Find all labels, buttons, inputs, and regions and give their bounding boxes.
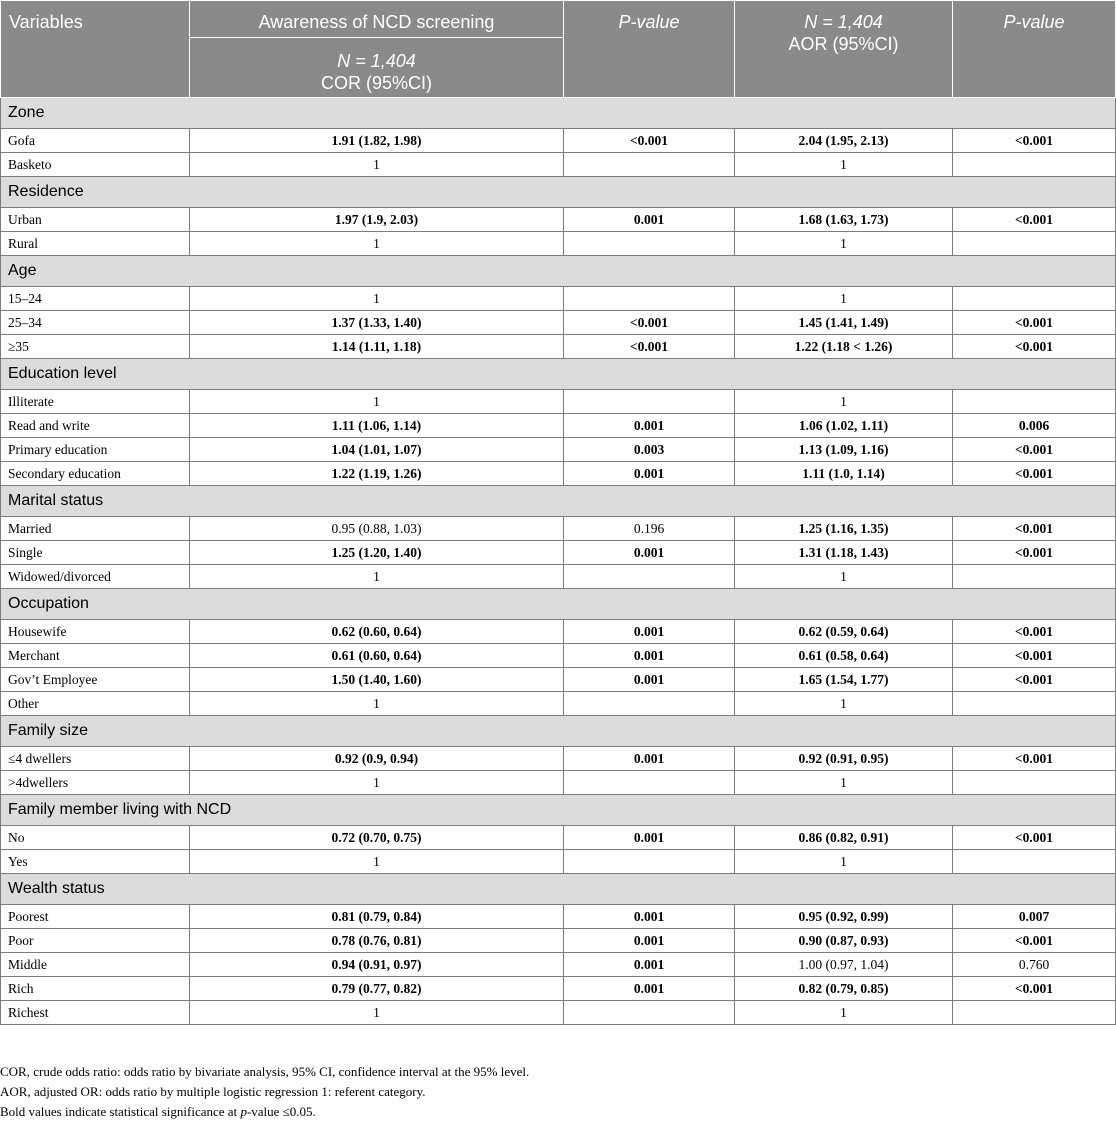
- table-row: [1, 287, 1116, 311]
- row-label: Middle: [1, 953, 190, 977]
- header-aor-n: N = 1,404: [804, 12, 883, 32]
- pvalue-aor: <0.001: [953, 462, 1116, 486]
- aor-value: 1: [735, 153, 953, 177]
- pvalue-cor: <0.001: [564, 129, 735, 153]
- pvalue-aor: <0.001: [953, 977, 1116, 1001]
- footnote-bold: [0, 1102, 1110, 1122]
- row-label: Housewife: [1, 620, 190, 644]
- section-title: Family member living with NCD: [1, 795, 1116, 826]
- cor-value: 1: [190, 565, 564, 589]
- cor-value: 1.97 (1.9, 2.03): [190, 208, 564, 232]
- header-pvalue-cor-text: P-value: [618, 12, 680, 32]
- pvalue-aor: <0.001: [953, 541, 1116, 565]
- pvalue-cor: <0.001: [564, 311, 735, 335]
- pvalue-cor: 0.001: [564, 541, 735, 565]
- row-label: Single: [1, 541, 190, 565]
- aor-value: 1: [735, 771, 953, 795]
- row-label: Widowed/divorced: [1, 565, 190, 589]
- pvalue-cor: 0.001: [564, 905, 735, 929]
- section-title: Residence: [1, 177, 1116, 208]
- pvalue-aor: <0.001: [953, 620, 1116, 644]
- cor-value: 1.04 (1.01, 1.07): [190, 438, 564, 462]
- table-row: [1, 208, 1116, 232]
- aor-value: 1.68 (1.63, 1.73): [735, 208, 953, 232]
- row-label: Richest: [1, 1001, 190, 1025]
- cor-value: 1: [190, 390, 564, 414]
- footnote-bold-before: Bold values indicate statistical significance at: [0, 1104, 241, 1119]
- aor-value: 0.92 (0.91, 0.95): [735, 747, 953, 771]
- table-row: [1, 517, 1116, 541]
- table-row: [1, 390, 1116, 414]
- pvalue-cor: 0.001: [564, 208, 735, 232]
- aor-value: 1.31 (1.18, 1.43): [735, 541, 953, 565]
- section-row: [1, 359, 1116, 390]
- pvalue-aor: [953, 850, 1116, 874]
- pvalue-cor: 0.001: [564, 668, 735, 692]
- pvalue-aor: 0.760: [953, 953, 1116, 977]
- pvalue-aor: 0.007: [953, 905, 1116, 929]
- cor-value: 0.78 (0.76, 0.81): [190, 929, 564, 953]
- cor-value: 0.61 (0.60, 0.64): [190, 644, 564, 668]
- row-label: Illiterate: [1, 390, 190, 414]
- aor-value: 0.61 (0.58, 0.64): [735, 644, 953, 668]
- pvalue-aor: [953, 287, 1116, 311]
- pvalue-aor: <0.001: [953, 826, 1116, 850]
- pvalue-aor: <0.001: [953, 517, 1116, 541]
- aor-value: 1.65 (1.54, 1.77): [735, 668, 953, 692]
- table-header: [1, 1, 1116, 98]
- aor-value: 1.22 (1.18 < 1.26): [735, 335, 953, 359]
- cor-value: 1: [190, 771, 564, 795]
- table-row: [1, 905, 1116, 929]
- table-row: [1, 644, 1116, 668]
- cor-value: 1.91 (1.82, 1.98): [190, 129, 564, 153]
- aor-value: 0.62 (0.59, 0.64): [735, 620, 953, 644]
- pvalue-cor: [564, 232, 735, 256]
- aor-value: 1: [735, 390, 953, 414]
- table-row: [1, 826, 1116, 850]
- row-label: Rich: [1, 977, 190, 1001]
- pvalue-aor: <0.001: [953, 438, 1116, 462]
- table-row: [1, 850, 1116, 874]
- cor-value: 1.14 (1.11, 1.18): [190, 335, 564, 359]
- pvalue-cor: [564, 390, 735, 414]
- pvalue-cor: [564, 565, 735, 589]
- aor-value: 1.11 (1.0, 1.14): [735, 462, 953, 486]
- cor-value: 1.11 (1.06, 1.14): [190, 414, 564, 438]
- aor-value: 1: [735, 850, 953, 874]
- pvalue-cor: [564, 850, 735, 874]
- row-label: Yes: [1, 850, 190, 874]
- section-row: [1, 589, 1116, 620]
- aor-value: 1.06 (1.02, 1.11): [735, 414, 953, 438]
- table-row: [1, 668, 1116, 692]
- pvalue-aor: [953, 771, 1116, 795]
- footnote-bold-after: -value ≤0.05.: [246, 1104, 316, 1119]
- header-aor-label: AOR (95%CI): [788, 34, 899, 54]
- header-cor: [190, 38, 564, 98]
- table-row: [1, 565, 1116, 589]
- section-title: Zone: [1, 98, 1116, 129]
- section-title: Family size: [1, 716, 1116, 747]
- row-label: >4dwellers: [1, 771, 190, 795]
- row-label: Married: [1, 517, 190, 541]
- pvalue-cor: [564, 153, 735, 177]
- pvalue-aor: <0.001: [953, 668, 1116, 692]
- cor-value: 1: [190, 232, 564, 256]
- aor-value: 1.13 (1.09, 1.16): [735, 438, 953, 462]
- pvalue-aor: <0.001: [953, 129, 1116, 153]
- cor-value: 0.92 (0.9, 0.94): [190, 747, 564, 771]
- cor-value: 0.95 (0.88, 1.03): [190, 517, 564, 541]
- table-body: [1, 98, 1116, 1025]
- table-row: [1, 414, 1116, 438]
- cor-value: 0.62 (0.60, 0.64): [190, 620, 564, 644]
- row-label: Urban: [1, 208, 190, 232]
- aor-value: 1: [735, 287, 953, 311]
- section-title: Wealth status: [1, 874, 1116, 905]
- table-row: [1, 438, 1116, 462]
- pvalue-cor: 0.003: [564, 438, 735, 462]
- section-row: [1, 716, 1116, 747]
- pvalue-aor: <0.001: [953, 747, 1116, 771]
- aor-value: 1: [735, 1001, 953, 1025]
- header-cor-label: COR (95%CI): [320, 73, 432, 93]
- cor-value: 0.72 (0.70, 0.75): [190, 826, 564, 850]
- pvalue-cor: 0.196: [564, 517, 735, 541]
- aor-value: 0.86 (0.82, 0.91): [735, 826, 953, 850]
- cor-value: 1: [190, 153, 564, 177]
- pvalue-cor: 0.001: [564, 462, 735, 486]
- row-label: 25–34: [1, 311, 190, 335]
- row-label: Secondary education: [1, 462, 190, 486]
- section-row: [1, 256, 1116, 287]
- pvalue-cor: [564, 1001, 735, 1025]
- aor-value: 0.82 (0.79, 0.85): [735, 977, 953, 1001]
- pvalue-cor: 0.001: [564, 977, 735, 1001]
- table-row: [1, 129, 1116, 153]
- section-row: [1, 177, 1116, 208]
- cor-value: 0.81 (0.79, 0.84): [190, 905, 564, 929]
- pvalue-aor: <0.001: [953, 335, 1116, 359]
- pvalue-cor: <0.001: [564, 335, 735, 359]
- footnote-cor: COR, crude odds ratio: odds ratio by bivariate analysis, 95% CI, confidence interval at the 95% level.: [0, 1064, 530, 1079]
- table-row: [1, 232, 1116, 256]
- section-row: [1, 486, 1116, 517]
- pvalue-aor: 0.006: [953, 414, 1116, 438]
- table-row: [1, 771, 1116, 795]
- pvalue-cor: [564, 692, 735, 716]
- table-row: [1, 953, 1116, 977]
- aor-value: 1: [735, 692, 953, 716]
- cor-value: 1.25 (1.20, 1.40): [190, 541, 564, 565]
- pvalue-aor: [953, 565, 1116, 589]
- row-label: Read and write: [1, 414, 190, 438]
- table-row: [1, 692, 1116, 716]
- row-label: ≥35: [1, 335, 190, 359]
- aor-value: 1.45 (1.41, 1.49): [735, 311, 953, 335]
- row-label: Poor: [1, 929, 190, 953]
- row-label: Primary education: [1, 438, 190, 462]
- pvalue-cor: 0.001: [564, 620, 735, 644]
- pvalue-cor: 0.001: [564, 414, 735, 438]
- cor-value: 1.22 (1.19, 1.26): [190, 462, 564, 486]
- section-title: Marital status: [1, 486, 1116, 517]
- row-label: No: [1, 826, 190, 850]
- row-label: ≤4 dwellers: [1, 747, 190, 771]
- table-row: [1, 541, 1116, 565]
- pvalue-aor: [953, 692, 1116, 716]
- pvalue-aor: [953, 1001, 1116, 1025]
- table-row: [1, 747, 1116, 771]
- table-row: [1, 335, 1116, 359]
- cor-value: 1.37 (1.33, 1.40): [190, 311, 564, 335]
- header-cor-n: N = 1,404: [337, 51, 416, 71]
- footnote-bold-italic: p: [240, 1104, 247, 1119]
- aor-value: 1: [735, 232, 953, 256]
- row-label: Poorest: [1, 905, 190, 929]
- pvalue-cor: 0.001: [564, 747, 735, 771]
- section-row: [1, 98, 1116, 129]
- table-row: [1, 929, 1116, 953]
- aor-value: 0.95 (0.92, 0.99): [735, 905, 953, 929]
- pvalue-cor: [564, 287, 735, 311]
- row-label: Rural: [1, 232, 190, 256]
- row-label: Merchant: [1, 644, 190, 668]
- aor-value: 1: [735, 565, 953, 589]
- section-row: [1, 795, 1116, 826]
- header-variables: Variables: [1, 1, 190, 98]
- pvalue-aor: <0.001: [953, 929, 1116, 953]
- pvalue-aor: [953, 153, 1116, 177]
- aor-value: 2.04 (1.95, 2.13): [735, 129, 953, 153]
- aor-value: 1.00 (0.97, 1.04): [735, 953, 953, 977]
- aor-value: 0.90 (0.87, 0.93): [735, 929, 953, 953]
- cor-value: 1.50 (1.40, 1.60): [190, 668, 564, 692]
- pvalue-aor: <0.001: [953, 644, 1116, 668]
- pvalue-cor: 0.001: [564, 644, 735, 668]
- pvalue-aor: <0.001: [953, 311, 1116, 335]
- table-row: [1, 311, 1116, 335]
- row-label: 15–24: [1, 287, 190, 311]
- pvalue-aor: [953, 390, 1116, 414]
- section-title: Age: [1, 256, 1116, 287]
- cor-value: 1: [190, 692, 564, 716]
- row-label: Basketo: [1, 153, 190, 177]
- pvalue-cor: 0.001: [564, 826, 735, 850]
- row-label: Other: [1, 692, 190, 716]
- header-pvalue-aor: [953, 1, 1116, 98]
- cor-value: 1: [190, 287, 564, 311]
- table-row: [1, 462, 1116, 486]
- table-footnotes: [0, 1062, 1110, 1122]
- table-row: [1, 620, 1116, 644]
- header-pvalue-aor-text: P-value: [1003, 12, 1065, 32]
- cor-value: 0.79 (0.77, 0.82): [190, 977, 564, 1001]
- cor-value: 1: [190, 850, 564, 874]
- pvalue-cor: [564, 771, 735, 795]
- cor-value: 0.94 (0.91, 0.97): [190, 953, 564, 977]
- header-awareness: Awareness of NCD screening: [190, 1, 564, 38]
- pvalue-cor: 0.001: [564, 929, 735, 953]
- pvalue-cor: 0.001: [564, 953, 735, 977]
- cor-value: 1: [190, 1001, 564, 1025]
- table-row: [1, 977, 1116, 1001]
- header-pvalue-cor: [564, 1, 735, 98]
- pvalue-aor: <0.001: [953, 208, 1116, 232]
- section-title: Occupation: [1, 589, 1116, 620]
- table-row: [1, 1001, 1116, 1025]
- row-label: Gov’t Employee: [1, 668, 190, 692]
- table-row: [1, 153, 1116, 177]
- row-label: Gofa: [1, 129, 190, 153]
- pvalue-aor: [953, 232, 1116, 256]
- section-title: Education level: [1, 359, 1116, 390]
- header-aor: [735, 1, 953, 98]
- section-row: [1, 874, 1116, 905]
- footnote-aor: AOR, adjusted OR: odds ratio by multiple logistic regression 1: referent category.: [0, 1084, 426, 1099]
- aor-value: 1.25 (1.16, 1.35): [735, 517, 953, 541]
